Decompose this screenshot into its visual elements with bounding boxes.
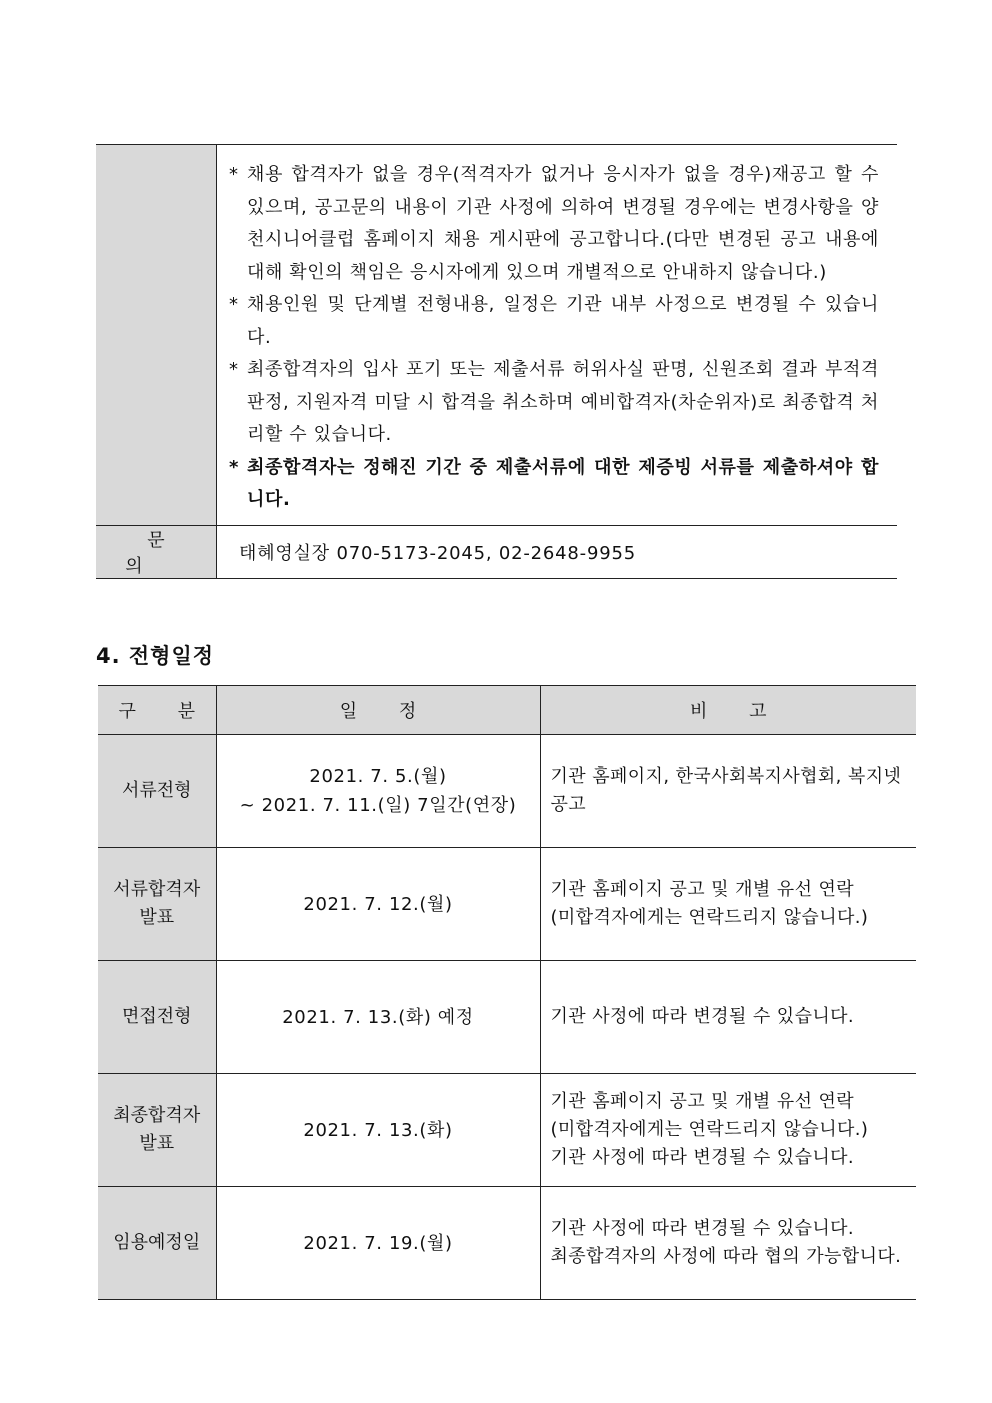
row-note: 기관 사정에 따라 변경될 수 있습니다. [550,1006,855,1027]
row-date: 2021. 7. 19.(월) [303,1232,453,1254]
note-item [217,289,897,354]
note-item [217,159,897,289]
row-note: 기관 홈페이지, 한국사회복지사협회, 복지넷 공고 [550,766,902,815]
row-date: 2021. 7. 13.(화) [303,1119,453,1141]
contact-value: 태혜영실장 070-5173-2045, 02-2648-9955 [217,525,898,578]
note-item-bold [217,452,897,517]
note-text: 채용인원 및 단계별 전형내용, 일정은 기관 내부 사정으로 변경될 수 있습니다. [247,294,879,348]
row-date: 2021. 7. 12.(월) [303,893,453,915]
row-category: 최종합격자 발표 [113,1105,201,1154]
note-text: 채용 합격자가 없을 경우(적격자가 없거나 응시자가 없을 경우)재공고 할 수 있으며, 공고문의 내용이 기관 사정에 의하여 변경될 경우에는 변경사항을 양천시니어클럽 홈페이지 채용 게시판에 공고합니다.(다만 변경된 공고 내용에 대해 확인의 책임은 응시자에게 있으며 개별적으로 안내하지 않습니다.) [247,164,879,283]
row-category: 서류합격자 발표 [113,879,201,928]
note-text: 최종합격자의 입사 포기 또는 제출서류 허위사실 판명, 신원조회 결과 부적격 판정, 지원자격 미달 시 합격을 취소하며 예비합격자(차순위자)로 최종합격 처리할 수 있습니다. [247,359,879,445]
row-note: 기관 홈페이지 공고 및 개별 유선 연락 (미합격자에게는 연락드리지 않습니다.) [550,879,869,928]
row-note: 기관 사정에 따라 변경될 수 있습니다. 최종합격자의 사정에 따라 협의 가능합니다. [550,1218,902,1267]
note-bullet: * [229,456,240,478]
schedule-row [98,1187,916,1300]
schedule-row [98,1074,916,1187]
schedule-row [98,961,916,1074]
note-bullet: * [229,294,239,315]
note-text: 최종합격자는 정해진 기간 중 제출서류에 대한 제증빙 서류를 제출하셔야 합니다. [247,456,879,510]
row-category: 서류전형 [121,780,192,801]
notice-label-cell [96,145,217,526]
contact-label: 문의 [96,525,217,578]
header-note: 비 고 [540,686,916,735]
row-note: 기관 홈페이지 공고 및 개별 유선 연락 (미합격자에게는 연락드리지 않습니다.) 기관 사정에 따라 변경될 수 있습니다. [550,1091,869,1168]
note-bullet: * [229,359,239,380]
row-date: 2021. 7. 13.(화) 예정 [282,1006,474,1028]
notice-table [96,144,897,579]
row-category: 임용예정일 [113,1232,201,1253]
schedule-table [98,685,916,1300]
note-item [217,354,897,452]
section-title: 4. 전형일정 [96,644,215,668]
notes-cell [217,145,898,526]
schedule-row [98,848,916,961]
row-date: 2021. 7. 5.(월) ~ 2021. 7. 11.(일) 7일간(연장) [239,766,517,816]
row-category: 면접전형 [121,1006,192,1027]
header-category: 구 분 [98,686,216,735]
schedule-row [98,735,916,848]
header-date: 일 정 [216,686,540,735]
schedule-header-row [98,686,916,735]
note-bullet: * [229,164,239,185]
